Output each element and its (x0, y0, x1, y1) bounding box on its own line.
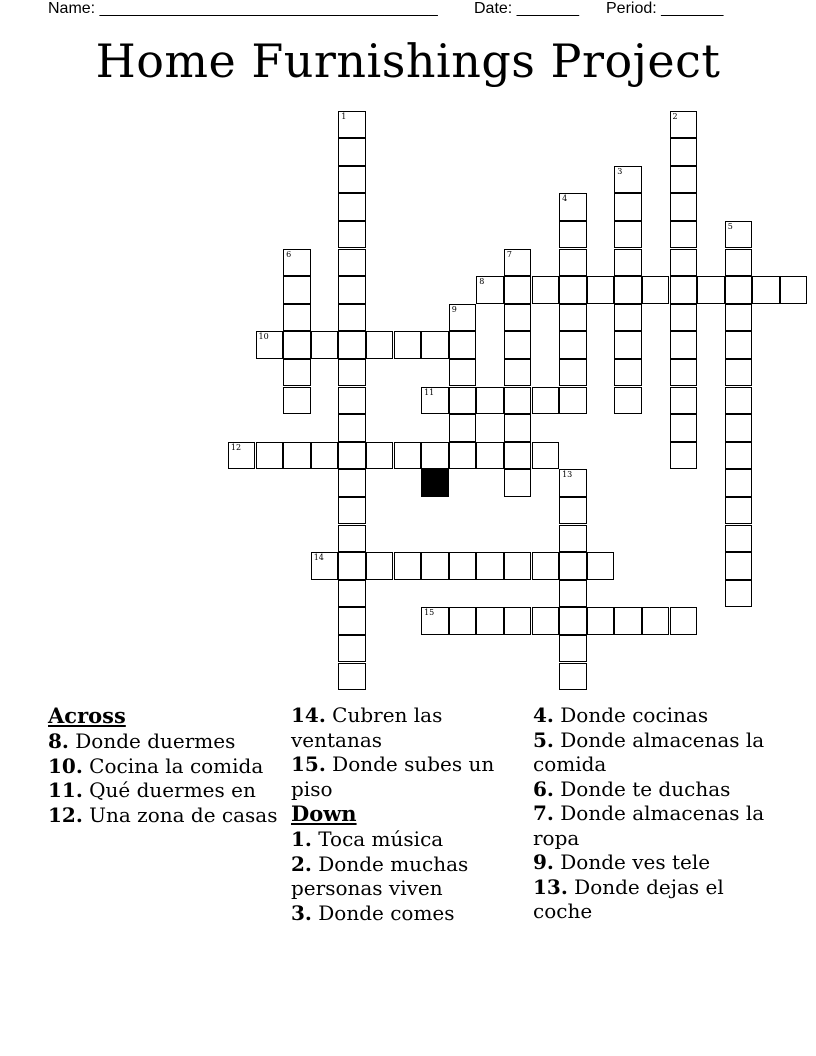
grid-cell (504, 359, 532, 387)
clue-across-14 (291, 703, 526, 752)
clue-text: Cocina la comida (89, 753, 264, 778)
clue-number-label: 5 (727, 221, 733, 231)
grid-cell (449, 304, 477, 332)
clue-text: Cubren las ventanas (291, 703, 443, 752)
clue-text: Qué duermes en (89, 778, 256, 802)
grid-cell (725, 276, 753, 304)
clue-number: 8. (48, 729, 69, 753)
clue-down-7 (533, 801, 768, 850)
grid-cell (670, 111, 698, 139)
clue-number-label: 7 (506, 249, 512, 259)
grid-cell (394, 331, 422, 359)
grid-cell (725, 552, 753, 580)
clue-number: 5. (533, 727, 554, 752)
grid-cell (338, 387, 366, 415)
grid-cell (338, 525, 366, 553)
grid-cell (338, 497, 366, 525)
clue-across-8 (48, 729, 283, 754)
grid-cell (670, 166, 698, 194)
clue-number: 15. (291, 752, 326, 776)
clue-number: 1. (291, 827, 312, 851)
clue-number: 14. (291, 703, 326, 727)
grid-cell (449, 387, 477, 415)
grid-cell (725, 221, 753, 249)
clue-text: Donde comes (318, 900, 455, 925)
clue-down-6 (533, 777, 768, 802)
grid-cell (670, 331, 698, 359)
grid-cell (559, 635, 587, 663)
grid-cell (421, 331, 449, 359)
grid-cell (283, 276, 311, 304)
grid-cell (256, 331, 284, 359)
clue-down-4 (533, 703, 768, 728)
clue-number: 13. (533, 874, 568, 899)
grid-cell (670, 414, 698, 442)
clue-across-11 (48, 778, 283, 803)
grid-cell (228, 442, 256, 470)
grid-cell (725, 525, 753, 553)
grid-cell (338, 193, 366, 221)
grid-cell (504, 607, 532, 635)
clue-text: Una zona de casas (89, 802, 278, 827)
grid-cell (670, 607, 698, 635)
grid-cell (752, 276, 780, 304)
date-field-label: Date: _______ (474, 0, 579, 17)
grid-cell (725, 442, 753, 470)
clue-text: Donde dejas el coche (533, 874, 724, 923)
grid-cell (559, 276, 587, 304)
grid-cell (725, 249, 753, 277)
clue-number: 6. (533, 776, 554, 801)
clue-number: 4. (533, 703, 554, 727)
grid-cell (532, 607, 560, 635)
grid-cell (394, 552, 422, 580)
down-heading: Down (291, 801, 357, 826)
clue-across-10 (48, 754, 283, 779)
grid-cell (504, 249, 532, 277)
grid-cell (559, 221, 587, 249)
grid-cell (504, 442, 532, 470)
grid-cell (338, 221, 366, 249)
grid-cell (421, 387, 449, 415)
period-field-label: Period: _______ (606, 0, 724, 17)
grid-cell (614, 166, 642, 194)
grid-cell (697, 276, 725, 304)
name-field-label: Name: ______________________________________ (48, 0, 438, 17)
clue-down-2 (291, 852, 526, 901)
grid-cell (366, 331, 394, 359)
clue-text: Donde subes un piso (291, 752, 495, 801)
clue-number-label: 8 (479, 277, 485, 287)
grid-cell (780, 276, 808, 304)
grid-cell (283, 387, 311, 415)
grid-cell (311, 331, 339, 359)
grid-cell (614, 304, 642, 332)
grid-cell (559, 331, 587, 359)
grid-cell (587, 276, 615, 304)
grid-cell (476, 276, 504, 304)
grid-cell (476, 387, 504, 415)
clue-number-label: 14 (313, 553, 324, 563)
grid-cell (559, 469, 587, 497)
grid-cell (559, 387, 587, 415)
grid-cell (559, 249, 587, 277)
grid-cell (670, 359, 698, 387)
grid-cell (725, 304, 753, 332)
grid-cell (338, 304, 366, 332)
clue-number-label: 6 (286, 249, 292, 259)
grid-cell (283, 331, 311, 359)
grid-cell (394, 442, 422, 470)
grid-cell (338, 414, 366, 442)
grid-cell (532, 442, 560, 470)
grid-cell (587, 607, 615, 635)
grid-cell (642, 607, 670, 635)
grid-cell (366, 552, 394, 580)
clue-number-label: 2 (672, 111, 678, 121)
across-heading: Across (48, 703, 126, 728)
grid-cell (476, 607, 504, 635)
grid-cell (614, 359, 642, 387)
grid-cell (449, 552, 477, 580)
grid-cell (725, 580, 753, 608)
grid-cell (642, 276, 670, 304)
clue-number: 3. (291, 900, 312, 925)
clue-number-label: 4 (562, 194, 568, 204)
grid-cell (338, 580, 366, 608)
clue-down-3 (291, 901, 526, 926)
grid-cell (338, 111, 366, 139)
clue-number-label: 13 (562, 470, 573, 480)
clue-across-15 (291, 752, 526, 801)
grid-cell (338, 276, 366, 304)
grid-cell (614, 331, 642, 359)
grid-cell (421, 607, 449, 635)
clue-number: 12. (48, 802, 83, 827)
grid-cell (338, 138, 366, 166)
grid-cell (449, 414, 477, 442)
grid-cell (670, 276, 698, 304)
clue-text: Donde duermes (75, 729, 236, 753)
clue-text: Donde ves tele (560, 850, 711, 874)
grid-black-square (421, 469, 449, 497)
grid-cell (559, 580, 587, 608)
grid-cell (256, 442, 284, 470)
clue-number: 7. (533, 801, 554, 825)
grid-cell (311, 442, 339, 470)
clue-number-label: 15 (424, 608, 435, 618)
grid-cell (283, 304, 311, 332)
grid-cell (725, 497, 753, 525)
grid-cell (614, 193, 642, 221)
grid-cell (338, 552, 366, 580)
grid-cell (559, 359, 587, 387)
grid-cell (338, 166, 366, 194)
grid-cell (559, 193, 587, 221)
clue-number: 9. (533, 850, 554, 874)
grid-cell (725, 359, 753, 387)
grid-cell (449, 331, 477, 359)
grid-cell (614, 607, 642, 635)
grid-cell (504, 276, 532, 304)
grid-cell (311, 552, 339, 580)
grid-cell (670, 304, 698, 332)
clue-number: 2. (291, 851, 312, 876)
grid-cell (338, 249, 366, 277)
grid-cell (614, 221, 642, 249)
grid-cell (366, 442, 394, 470)
clues-column-3 (533, 703, 768, 924)
grid-cell (504, 387, 532, 415)
grid-cell (504, 331, 532, 359)
grid-cell (559, 304, 587, 332)
page-title: Home Furnishings Project (95, 34, 721, 88)
clue-down-5 (533, 728, 768, 777)
clue-down-9 (533, 850, 768, 875)
grid-cell (725, 331, 753, 359)
grid-cell (338, 663, 366, 691)
grid-cell (559, 525, 587, 553)
clue-down-13 (533, 875, 768, 924)
clue-number-label: 11 (424, 387, 435, 397)
grid-cell (559, 607, 587, 635)
grid-cell (338, 469, 366, 497)
clue-number: 11. (48, 778, 83, 802)
grid-cell (670, 387, 698, 415)
grid-cell (504, 552, 532, 580)
grid-cell (587, 552, 615, 580)
grid-cell (670, 138, 698, 166)
grid-cell (338, 331, 366, 359)
clues-column-2 (291, 703, 526, 925)
grid-cell (504, 469, 532, 497)
grid-cell (338, 635, 366, 663)
grid-cell (504, 304, 532, 332)
grid-cell (725, 469, 753, 497)
clue-number-label: 12 (230, 442, 242, 452)
grid-cell (532, 552, 560, 580)
grid-cell (283, 359, 311, 387)
grid-cell (559, 663, 587, 691)
clue-text: Donde te duchas (560, 776, 731, 801)
grid-cell (338, 607, 366, 635)
grid-cell (559, 552, 587, 580)
grid-cell (476, 552, 504, 580)
clue-text: Donde cocinas (560, 703, 709, 727)
clue-across-12 (48, 803, 283, 828)
grid-cell (725, 414, 753, 442)
grid-cell (532, 276, 560, 304)
grid-cell (670, 442, 698, 470)
clues-column-1 (48, 703, 283, 827)
grid-cell (449, 607, 477, 635)
grid-cell (504, 414, 532, 442)
clue-number-label: 1 (341, 111, 347, 121)
grid-cell (421, 552, 449, 580)
grid-cell (532, 387, 560, 415)
grid-cell (449, 442, 477, 470)
grid-cell (338, 442, 366, 470)
grid-cell (670, 249, 698, 277)
clue-text: Donde muchas personas viven (291, 851, 469, 900)
clue-text: Donde almacenas la ropa (533, 801, 765, 850)
grid-cell (421, 442, 449, 470)
grid-cell (283, 249, 311, 277)
grid-cell (559, 497, 587, 525)
clue-down-1 (291, 827, 526, 852)
grid-cell (614, 387, 642, 415)
grid-cell (614, 249, 642, 277)
grid-cell (670, 221, 698, 249)
clue-number-label: 3 (617, 166, 623, 176)
clue-text: Donde almacenas la comida (533, 727, 765, 776)
clue-number-label: 10 (258, 332, 269, 342)
grid-cell (338, 359, 366, 387)
grid-cell (449, 359, 477, 387)
grid-cell (476, 442, 504, 470)
grid-cell (670, 193, 698, 221)
grid-cell (725, 387, 753, 415)
clue-number: 10. (48, 753, 83, 778)
grid-cell (283, 442, 311, 470)
clue-number-label: 9 (451, 304, 457, 314)
clue-text: Toca música (318, 827, 444, 851)
grid-cell (614, 276, 642, 304)
